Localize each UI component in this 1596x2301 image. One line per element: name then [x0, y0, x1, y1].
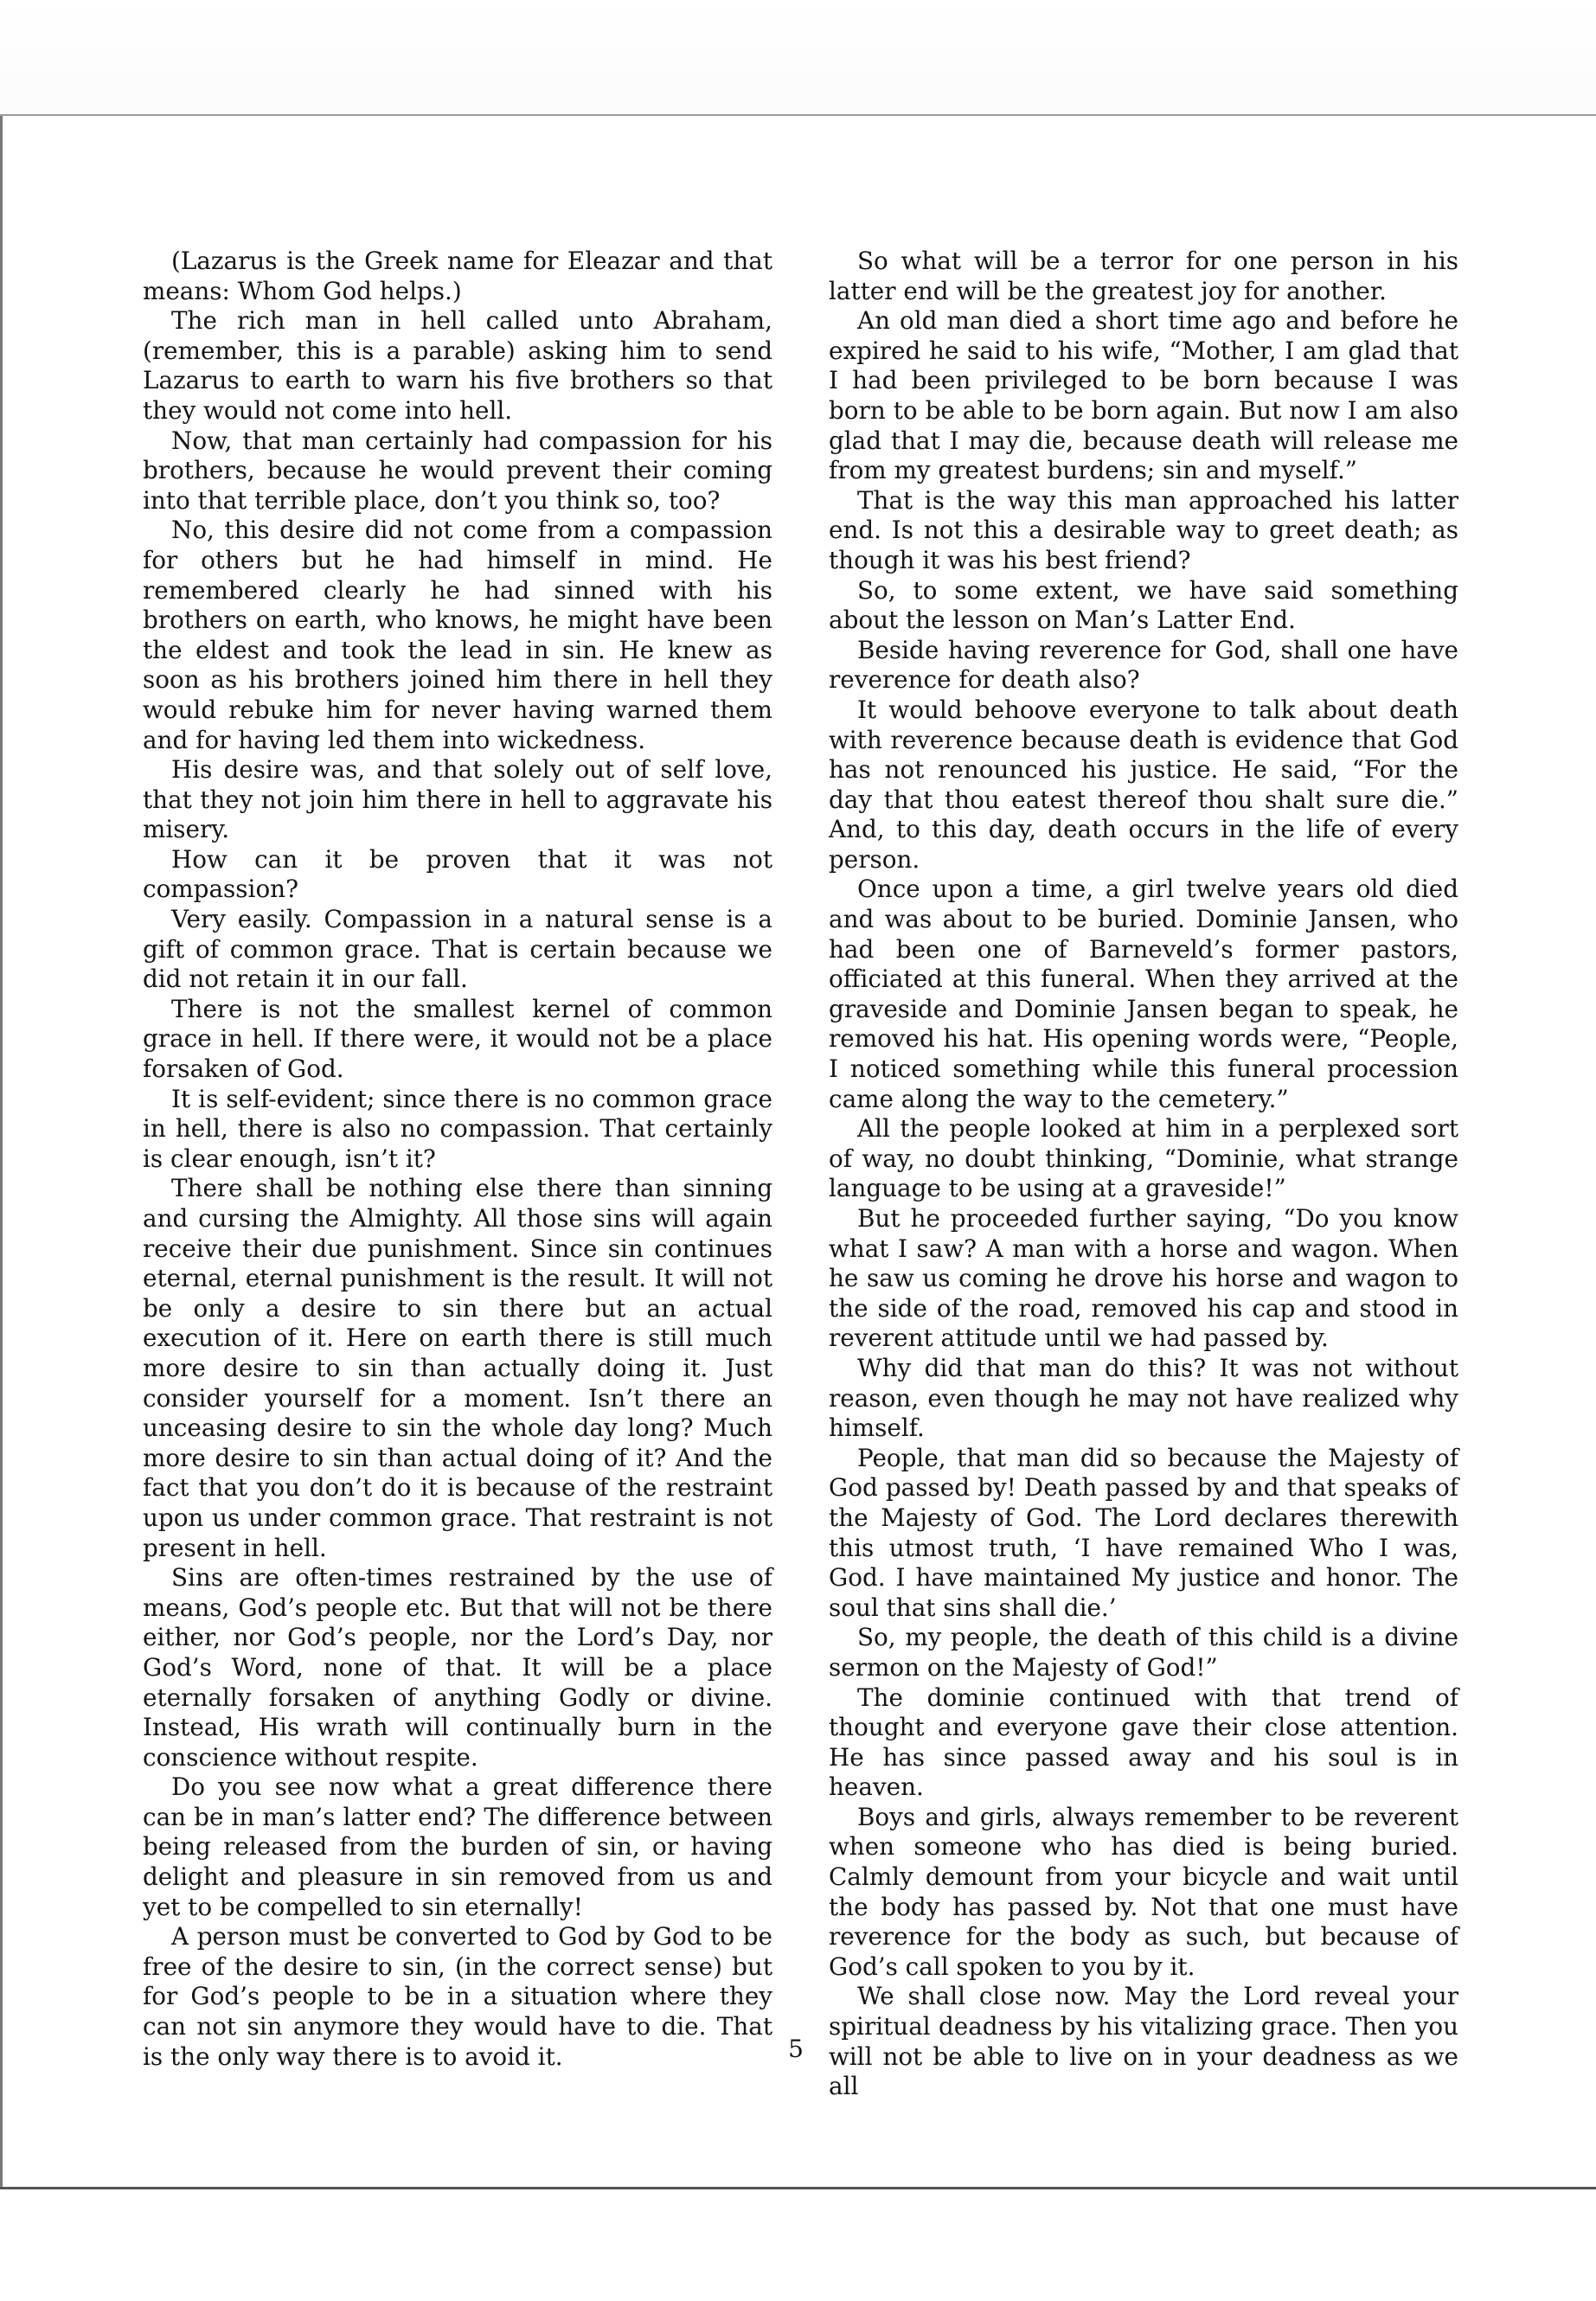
paragraph: The dominie continued with that trend of thought and everyone gave their close attention. He has since passed away and his soul is in heaven.	[829, 1682, 1458, 1802]
paragraph: All the people looked at him in a perplexed sort of way, no doubt thinking, “Dominie, what strange language to be using at a graveside!”	[829, 1114, 1458, 1203]
scan-margin-top	[0, 0, 1596, 112]
paragraph: The rich man in hell called unto Abraham, (remember, this is a parable) asking him to send Lazarus to earth to warn his five brothers so that they would not come into hell.	[143, 306, 772, 425]
paragraph: Very easily. Compassion in a natural sense is a gift of common grace. That is certain because we did not retain it in our fall.	[143, 905, 772, 994]
paragraph: Boys and girls, always remember to be reverent when someone who has died is being buried. Calmly demount from your bicycle and wait until the body has passed by. Not that one must have reverence for the body as such, but because of God’s call spoken to you by it.	[829, 1802, 1458, 1981]
paragraph: So, to some extent, we have said something about the lesson on Man’s Latter End.	[829, 575, 1458, 635]
paragraph: Why did that man do this? It was not without reason, even though he may not have realized why himself.	[829, 1353, 1458, 1443]
paragraph: So what will be a terror for one person in his latter end will be the greatest joy for another.	[829, 247, 1458, 305]
left-column	[143, 247, 772, 2072]
scan-edge-bottom	[0, 2187, 1596, 2189]
paragraph: Do you see now what a great difference there can be in man’s latter end? The difference between being released from the burden of sin, or having delight and pleasure in sin removed from us and yet to be compelled to sin eternally!	[143, 1772, 772, 1921]
paragraph: Beside having reverence for God, shall one have reverence for death also?	[829, 635, 1458, 695]
paragraph: We shall close now. May the Lord reveal your spiritual deadness by his vitalizing grace. Then you will not be able to live on in your deadness as we all	[829, 1982, 1458, 2101]
paragraph: His desire was, and that solely out of self love, that they not join him there in hell to aggravate his misery.	[143, 755, 772, 844]
paragraph: It would behoove everyone to talk about death with reverence because death is evidence that God has not renounced his justice. He said, “For the day that thou eatest thereof thou shalt sure die.” And, to this day, death occurs in the life of every person.	[829, 695, 1458, 874]
paragraph: People, that man did so because the Majesty of God passed by! Death passed by and that speaks of the Majesty of God. The Lord declares therewith this utmost truth, ‘I have remained Who I was, God. I have maintained My justice and honor. The soul that sins shall die.’	[829, 1443, 1458, 1622]
paragraph: Now, that man certainly had compassion for his brothers, because he would prevent their coming into that terrible place, don’t you think so, too?	[143, 426, 772, 515]
scan-edge-line	[0, 114, 1596, 116]
paragraph: An old man died a short time ago and before he expired he said to his wife, “Mother, I am glad that I had been privileged to be born because I was born to be able to be born again. But now I am also glad that I may die, because death will release me from my greatest burdens; sin and myself.”	[829, 306, 1458, 485]
paragraph: Once upon a time, a girl twelve years old died and was about to be buried. Dominie Jansen, who had been one of Barneveld’s former pastors, officiated at this funeral. When they arrived at the graveside and Dominie Jansen began to speak, he removed his hat. His opening words were, “People, I noticed something while this funeral procession came along the way to the cemetery.”	[829, 875, 1458, 1113]
paragraph: A person must be converted to God by God to be free of the desire to sin, (in the correct sense) but for God’s people to be in a situation where they can not sin anymore they would have to die. That is the only way there is to avoid it.	[143, 1922, 772, 2071]
paragraph: (Lazarus is the Greek name for Eleazar and that means: Whom God helps.)	[143, 247, 772, 305]
paragraph: There shall be nothing else there than sinning and cursing the Almighty. All those sins will again receive their due punishment. Since sin continues eternal, eternal punishment is the result. It will not be only a desire to sin there but an actual execution of it. Here on earth there is still much more desire to sin than actually doing it. Just consider yourself for a moment. Isn’t there an unceasing desire to sin the whole day long? Much more desire to sin than actual doing of it? And the fact that you don’t do it is because of the restraint upon us under common grace. That restraint is not present in hell.	[143, 1174, 772, 1562]
scan-edge-left	[0, 116, 3, 2189]
paragraph: There is not the smallest kernel of common grace in hell. If there were, it would not be a place forsaken of God.	[143, 994, 772, 1084]
paragraph: No, this desire did not come from a compassion for others but he had himself in mind. He remembered clearly he had sinned with his brothers on earth, who knows, he might have been the eldest and took the lead in sin. He knew as soon as his brothers joined him there in hell they would rebuke him for never having warned them and for having led them into wickedness.	[143, 516, 772, 754]
paragraph: How can it be proven that it was not compassion?	[143, 844, 772, 904]
paragraph: It is self-evident; since there is no common grace in hell, there is also no compassion. That certainly is clear enough, isn’t it?	[143, 1084, 772, 1173]
paragraph: So, my people, the death of this child is a divine sermon on the Majesty of God!”	[829, 1623, 1458, 1682]
page-number: 5	[788, 2035, 804, 2063]
paragraph: Sins are often-times restrained by the use of means, God’s people etc. But that will not be there either, nor God’s people, nor the Lord’s Day, nor God’s Word, none of that. It will be a place eternally forsaken of anything Godly or divine. Instead, His wrath will continually burn in the conscience without respite.	[143, 1563, 772, 1772]
paragraph: But he proceeded further saying, “Do you know what I saw? A man with a horse and wagon. When he saw us coming he drove his horse and wagon to the side of the road, removed his cap and stood in reverent attitude until we had passed by.	[829, 1204, 1458, 1353]
right-column	[829, 247, 1458, 2102]
paragraph: That is the way this man approached his latter end. Is not this a desirable way to greet death; as though it was his best friend?	[829, 485, 1458, 574]
